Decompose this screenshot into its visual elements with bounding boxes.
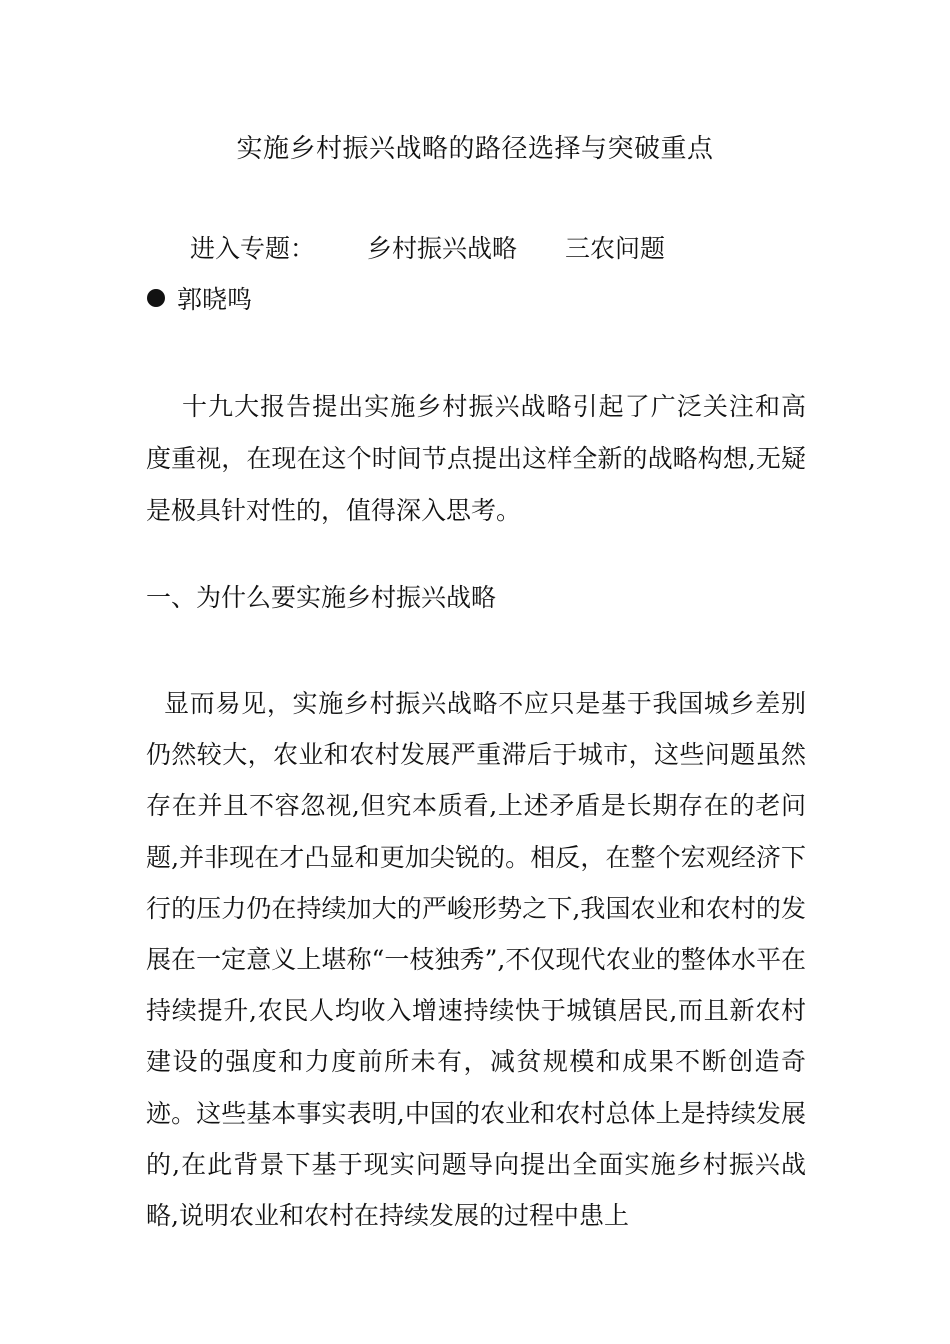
intro-paragraph: 十九大报告提出实施乡村振兴战略引起了广泛关注和高度重视，在现在这个时间节点提出这样全新的战略构想,无疑是极具针对性的，值得深入思考。	[146, 392, 806, 525]
topic-link-three-rural-issues[interactable]: 三农问题	[564, 234, 665, 263]
topic-link-rural-revitalization[interactable]: 乡村振兴战略	[366, 234, 517, 263]
bullet-icon	[147, 289, 165, 307]
document-title: 实施乡村振兴战略的路径选择与突破重点	[236, 134, 714, 164]
section-body-paragraph: 显而易见，实施乡村振兴战略不应只是基于我国城乡差别仍然较大，农业和农村发展严重滞后于城市，这些问题虽然存在并且不容忽视,但究本质看,上述矛盾是长期存在的老问题,并非现在才凸显和更加尖锐的。相反，在整个宏观经济下行的压力仍在持续加大的严峻形势之下,我国农业和农村的发展在一定意义上堪称“一枝独秀”,不仅现代农业的整体水平在持续提升,农民人均收入增速持续快于城镇居民,而且新农村建设的强度和力度前所未有，减贫规模和成果不断创造奇迹。这些基本事实表明,中国的农业和农村总体上是持续发展的,在此背景下基于现实问题导向提出全面实施乡村振兴战略,说明农业和农村在持续发展的过程中患上	[146, 689, 806, 1231]
author-name: 郭晓鸣	[177, 285, 253, 314]
topic-links	[190, 232, 665, 266]
topic-prefix-label: 进入专题：	[190, 234, 316, 263]
author-line	[147, 283, 252, 317]
section-heading: 一、为什么要实施乡村振兴战略	[146, 583, 497, 612]
